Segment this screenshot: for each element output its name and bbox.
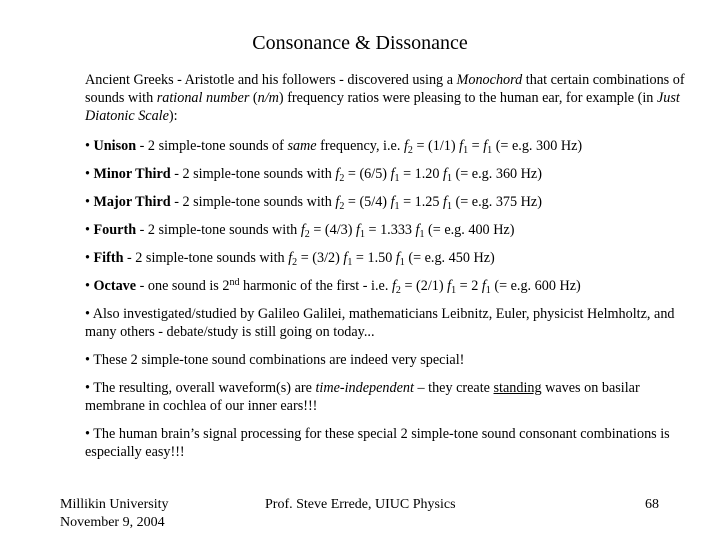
note-text: waves on basilar membrane in cochlea of our inner ears!!! xyxy=(85,380,640,414)
subscript: 1 xyxy=(485,285,491,296)
note-also-investigated: • Also investigated/studied by Galileo Galilei, mathematicians Leibnitz, Euler, physicist Helmholtz, and many others - debate/study is still going on today... xyxy=(85,306,675,340)
intro-text: ): xyxy=(168,108,178,124)
freq-symbol: f xyxy=(403,138,408,154)
subscript: 2 xyxy=(395,285,401,296)
interval-multiplier: 1.25 xyxy=(414,194,440,210)
note-brain: • The human brain’s signal processing for these special 2 simple-tone sound consonant combinations is especially easy!!! xyxy=(85,426,670,460)
interval-desc: harmonic of the first - i.e. xyxy=(239,278,392,294)
freq-symbol: f xyxy=(395,250,400,266)
subscript: 1 xyxy=(394,173,400,184)
interval-name: Octave xyxy=(93,278,137,294)
example-close: ) xyxy=(509,222,515,238)
interval-name: Minor Third xyxy=(93,166,171,182)
subscript: 2 xyxy=(339,201,345,212)
interval-multiplier: 2 xyxy=(471,278,479,294)
interval-hz: 600 Hz xyxy=(534,278,577,294)
bullet: • xyxy=(85,222,94,238)
example-open: (= e.g. xyxy=(451,194,496,210)
freq-symbol: f xyxy=(443,194,447,210)
interval-ratio: (3/2) xyxy=(312,250,340,266)
interval-multiplier: 1.20 xyxy=(414,166,440,182)
freq-symbol: f xyxy=(481,278,486,294)
example-open: (= e.g. xyxy=(495,138,537,154)
subscript: 1 xyxy=(359,229,365,240)
subscript: 2 xyxy=(304,229,310,240)
example-open: (= e.g. xyxy=(490,278,535,294)
freq-symbol: f xyxy=(447,278,452,294)
equals: = xyxy=(456,278,472,294)
interval-hz: 400 Hz xyxy=(468,222,510,238)
interval-ratio: (4/3) xyxy=(324,222,353,238)
example-close: ) xyxy=(537,166,542,182)
interval-hz: 375 Hz xyxy=(495,194,538,210)
subscript: 2 xyxy=(407,145,413,156)
superscript: nd xyxy=(229,277,240,288)
equals: = xyxy=(399,194,415,210)
note-waveform xyxy=(85,379,685,415)
footer-university: Millikin University xyxy=(60,497,169,512)
interval-desc: - 2 simple-tone sounds with xyxy=(123,250,289,266)
subscript: 1 xyxy=(399,257,405,268)
interval-desc: - 2 simple-tone sounds with xyxy=(170,166,336,182)
example-close: ) xyxy=(576,278,581,294)
bullet: • xyxy=(85,278,94,294)
intro-text: that certain combinations of sounds with xyxy=(85,72,685,106)
freq-symbol: f xyxy=(390,194,395,210)
subscript: 1 xyxy=(487,145,493,156)
interval-ratio: (5/4) xyxy=(359,194,388,210)
rational-number-term: rational number xyxy=(156,90,250,106)
interval-major-third xyxy=(85,193,685,211)
subscript: 1 xyxy=(347,257,353,268)
equals: = xyxy=(400,278,416,294)
interval-ratio: (1/1) xyxy=(428,138,456,154)
bullet: • xyxy=(85,138,94,154)
monochord-term: Monochord xyxy=(456,72,523,88)
just-diatonic-scale-term: Just Diatonic Scale xyxy=(85,90,680,124)
subscript: 2 xyxy=(339,173,345,184)
equals: = xyxy=(352,250,368,266)
example-open: (= e.g. xyxy=(424,222,469,238)
freq-symbol: f xyxy=(300,222,305,238)
intro-text: ( xyxy=(249,90,258,106)
interval-hz: 360 Hz xyxy=(495,166,538,182)
subscript: 2 xyxy=(292,257,298,268)
interval-multiplier: 1.333 xyxy=(380,222,412,238)
interval-desc: - one sound is 2 xyxy=(136,278,230,294)
equals: = xyxy=(297,250,313,266)
freq-symbol: f xyxy=(391,278,396,294)
interval-desc: - 2 simple-tone sounds with xyxy=(136,222,301,238)
footer-author: Prof. Steve Errede, UIUC Physics xyxy=(265,497,456,512)
freq-symbol: f xyxy=(335,194,340,210)
interval-ratio: (6/5) xyxy=(359,166,388,182)
equals: = xyxy=(399,166,415,182)
freq-symbol: f xyxy=(343,250,348,266)
intro-text: ) frequency ratios were pleasing to the human ear, for example (in xyxy=(278,90,657,106)
interval-desc: frequency, i.e. xyxy=(316,138,404,154)
slide-body xyxy=(85,71,685,471)
freq-symbol: f xyxy=(443,166,447,182)
subscript: 1 xyxy=(446,201,452,212)
footer-date: November 9, 2004 xyxy=(60,515,165,530)
freq-symbol: f xyxy=(415,222,420,238)
interval-desc: - 2 simple-tone sounds with xyxy=(170,194,336,210)
time-independent-term: time-independent xyxy=(315,380,414,396)
freq-symbol: f xyxy=(459,138,464,154)
example-close: ) xyxy=(577,138,583,154)
example-open: (= e.g. xyxy=(404,250,449,266)
interval-unison xyxy=(85,137,685,155)
intro-text: Ancient Greeks - Aristotle and his followers - discovered using a xyxy=(85,72,457,88)
standing-term: standing xyxy=(493,380,542,396)
interval-hz: 300 Hz xyxy=(536,138,578,154)
interval-name: Fifth xyxy=(93,250,124,266)
interval-fourth xyxy=(85,221,685,239)
note-special: • These 2 simple-tone sound combinations are indeed very special! xyxy=(85,352,465,368)
slide-title: Consonance & Dissonance xyxy=(252,32,468,54)
interval-ratio: (2/1) xyxy=(416,278,444,294)
interval-desc: - 2 simple-tone sounds of xyxy=(136,138,288,154)
bullet: • xyxy=(85,194,94,210)
bullet: • xyxy=(85,250,94,266)
freq-symbol: f xyxy=(288,250,293,266)
interval-desc-em: same xyxy=(287,138,317,154)
equals: = xyxy=(344,166,360,182)
note-text: • The resulting, overall waveform(s) are xyxy=(85,380,316,396)
subscript: 1 xyxy=(463,145,469,156)
bullet: • xyxy=(85,166,94,182)
note-text: – they create xyxy=(413,380,494,396)
subscript: 1 xyxy=(394,201,400,212)
interval-hz: 450 Hz xyxy=(448,250,491,266)
interval-multiplier: 1.50 xyxy=(367,250,393,266)
freq-symbol: f xyxy=(390,166,395,182)
ratio-term: n/m xyxy=(257,90,279,106)
example-open: (= e.g. xyxy=(451,166,496,182)
equals: = xyxy=(364,222,381,238)
interval-octave xyxy=(85,277,685,295)
equals: = xyxy=(309,222,325,238)
interval-name: Unison xyxy=(93,138,137,154)
intro-paragraph xyxy=(85,71,685,125)
subscript: 1 xyxy=(451,285,457,296)
interval-name: Fourth xyxy=(93,222,137,238)
interval-minor-third xyxy=(85,165,685,183)
example-close: ) xyxy=(490,250,495,266)
subscript: 1 xyxy=(419,229,425,240)
footer-left xyxy=(60,496,169,532)
subscript: 1 xyxy=(446,173,452,184)
equals: = xyxy=(468,138,484,154)
freq-symbol: f xyxy=(356,222,360,238)
freq-symbol: f xyxy=(483,138,488,154)
freq-symbol: f xyxy=(335,166,340,182)
interval-name: Major Third xyxy=(93,194,171,210)
example-close: ) xyxy=(537,194,542,210)
equals: = xyxy=(412,138,428,154)
page-number: 68 xyxy=(645,497,659,512)
equals: = xyxy=(344,194,360,210)
interval-fifth xyxy=(85,249,685,267)
